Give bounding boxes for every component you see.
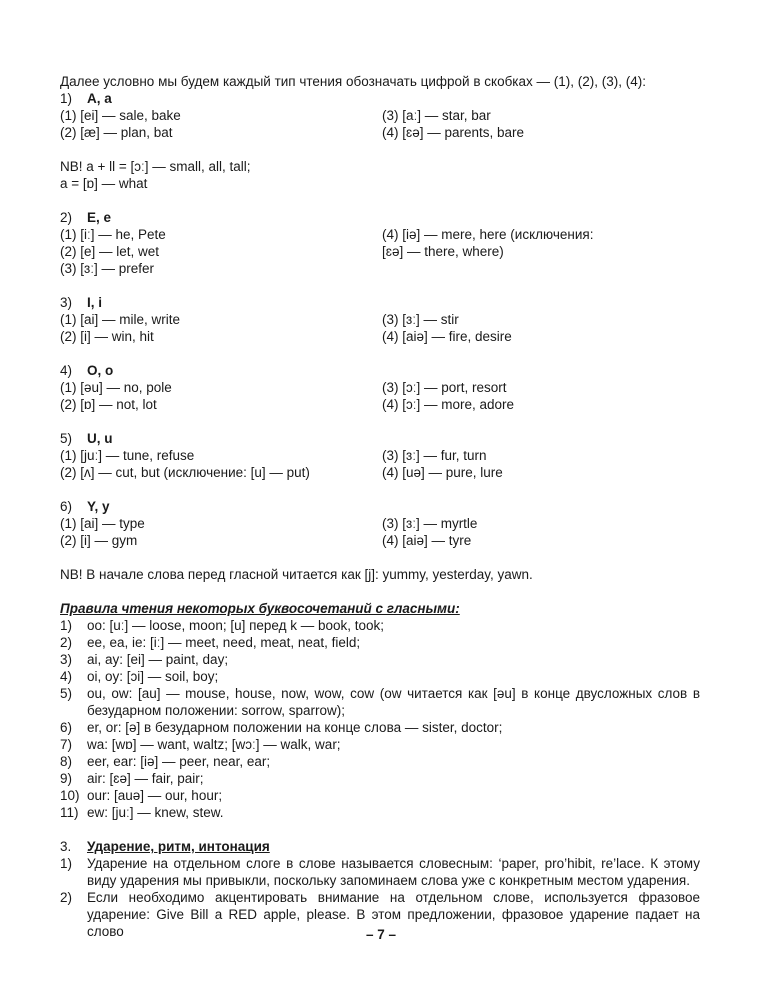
reading-rule: (2) [ɒ] — not, lot — [60, 397, 157, 412]
section-title: I, i — [87, 295, 103, 310]
vowel-combinations-list — [60, 617, 700, 821]
reading-rule: (4) [aiə] — fire, desire — [382, 329, 512, 344]
section-number: 1) — [60, 91, 73, 106]
reading-rule: (2) [i] — win, hit — [60, 329, 154, 344]
section-number: 4) — [60, 363, 73, 378]
section-e — [60, 209, 700, 277]
nb-note-a — [60, 158, 700, 192]
page-content — [60, 73, 700, 940]
section-number: 5) — [60, 431, 73, 446]
section-u — [60, 430, 700, 481]
section-a — [60, 90, 700, 141]
reading-rule: (3) [ɜː] — stir — [382, 312, 459, 327]
reading-rule: (4) [uə] — pure, lure — [382, 465, 503, 480]
list-item: 3) ai, ay: [ei] — paint, day; — [60, 652, 229, 667]
reading-rule: [ɛə] — there, where) — [382, 244, 504, 259]
list-item: 11) ew: [juː] — knew, stew. — [60, 805, 224, 820]
reading-rule: (2) [e] — let, wet — [60, 244, 160, 259]
list-item: 2) Если необходимо акцентировать внимание на отдельном слове, используется фразовое ударение: Give Bill a RED apple, please. В этом предложении, фразовое ударение падает на слово — [60, 890, 700, 939]
section-y — [60, 498, 700, 549]
list-item: 1) oo: [uː] — loose, moon; [u] перед k — book, took; — [60, 618, 385, 633]
reading-rule: (4) [aiə] — tyre — [382, 533, 472, 548]
reading-rule: (2) [æ] — plan, bat — [60, 125, 173, 140]
section-number: 6) — [60, 499, 73, 514]
rules-heading: Правила чтения некоторых буквосочетаний с гласными: — [60, 601, 460, 616]
reading-rule: (1) [juː] — tune, refuse — [60, 448, 195, 463]
reading-rule: (3) [ɜː] — prefer — [60, 261, 154, 276]
reading-rule: (3) [ɔː] — port, resort — [382, 380, 507, 395]
reading-rule: (2) [ʌ] — cut, but (исключение: [u] — put) — [60, 465, 310, 480]
section-3-heading: 3. Ударение, ритм, интонация — [60, 839, 270, 854]
list-item: 10) our: [auə] — our, hour; — [60, 788, 223, 803]
reading-rule: (3) [aː] — star, bar — [382, 108, 491, 123]
reading-rule: (1) [ei] — sale, bake — [60, 108, 181, 123]
reading-rule: (1) [iː] — he, Pete — [60, 227, 166, 242]
reading-rule: (3) [ɜː] — myrtle — [382, 516, 478, 531]
section-title: A, a — [87, 91, 112, 106]
list-item: 9) air: [ɛə] — fair, pair; — [60, 771, 204, 786]
intro-text: Далее условно мы будем каждый тип чтения обозначать цифрой в скобках — (1), (2), (3), (4): — [60, 74, 647, 89]
list-item: 8) eer, ear: [iə] — peer, near, ear; — [60, 754, 271, 769]
reading-rule: (1) [ai] — mile, write — [60, 312, 181, 327]
list-item: 7) wa: [wɒ] — want, waltz; [wɔː] — walk, war; — [60, 737, 341, 752]
nb-line: NB! a + ll = [ɔː] — small, all, tall; — [60, 159, 251, 174]
reading-rule: (1) [əu] — no, pole — [60, 380, 172, 395]
reading-rule: (1) [ai] — type — [60, 516, 145, 531]
reading-rule: (2) [i] — gym — [60, 533, 138, 548]
section-o — [60, 362, 700, 413]
page-number: – 7 – — [365, 927, 397, 942]
section-title: U, u — [87, 431, 113, 446]
section-title: O, o — [87, 363, 114, 378]
section-number: 3) — [60, 295, 73, 310]
nb-note-y: NB! В начале слова перед гласной читается как [j]: yummy, yesterday, yawn. — [60, 567, 533, 582]
list-item: 2) ee, ea, ie: [iː] — meet, need, meat, neat, field; — [60, 635, 361, 650]
section-title: Y, y — [87, 499, 110, 514]
nb-line: a = [ɒ] — what — [60, 176, 148, 191]
list-item: 4) oi, oy: [ɔi] — soil, boy; — [60, 669, 219, 684]
reading-rule: (3) [ɜː] — fur, turn — [382, 448, 487, 463]
reading-rule: (4) [ɔː] — more, adore — [382, 397, 515, 412]
reading-rule: (4) [iə] — mere, here (исключения: — [382, 227, 594, 242]
section-number: 2) — [60, 210, 73, 225]
list-item: 5) ou, ow: [au] — mouse, house, now, wow, cow (ow читается как [əu] в конце двусложных слов в безударном положении: sorrow, sparrow); — [60, 686, 700, 718]
list-item: 1) Ударение на отдельном слоге в слове называется словесным: ‘paper, pro’hibit, re’lace. К этому виду ударения мы привыкли, поскольку запоминаем слова уже с конкретным местом ударения. — [60, 856, 700, 888]
reading-rule: (4) [ɛə] — parents, bare — [382, 125, 525, 140]
section-title: E, e — [87, 210, 112, 225]
list-item: 6) er, or: [ə] в безударном положении на конце слова — sister, doctor; — [60, 720, 503, 735]
section-i — [60, 294, 700, 345]
